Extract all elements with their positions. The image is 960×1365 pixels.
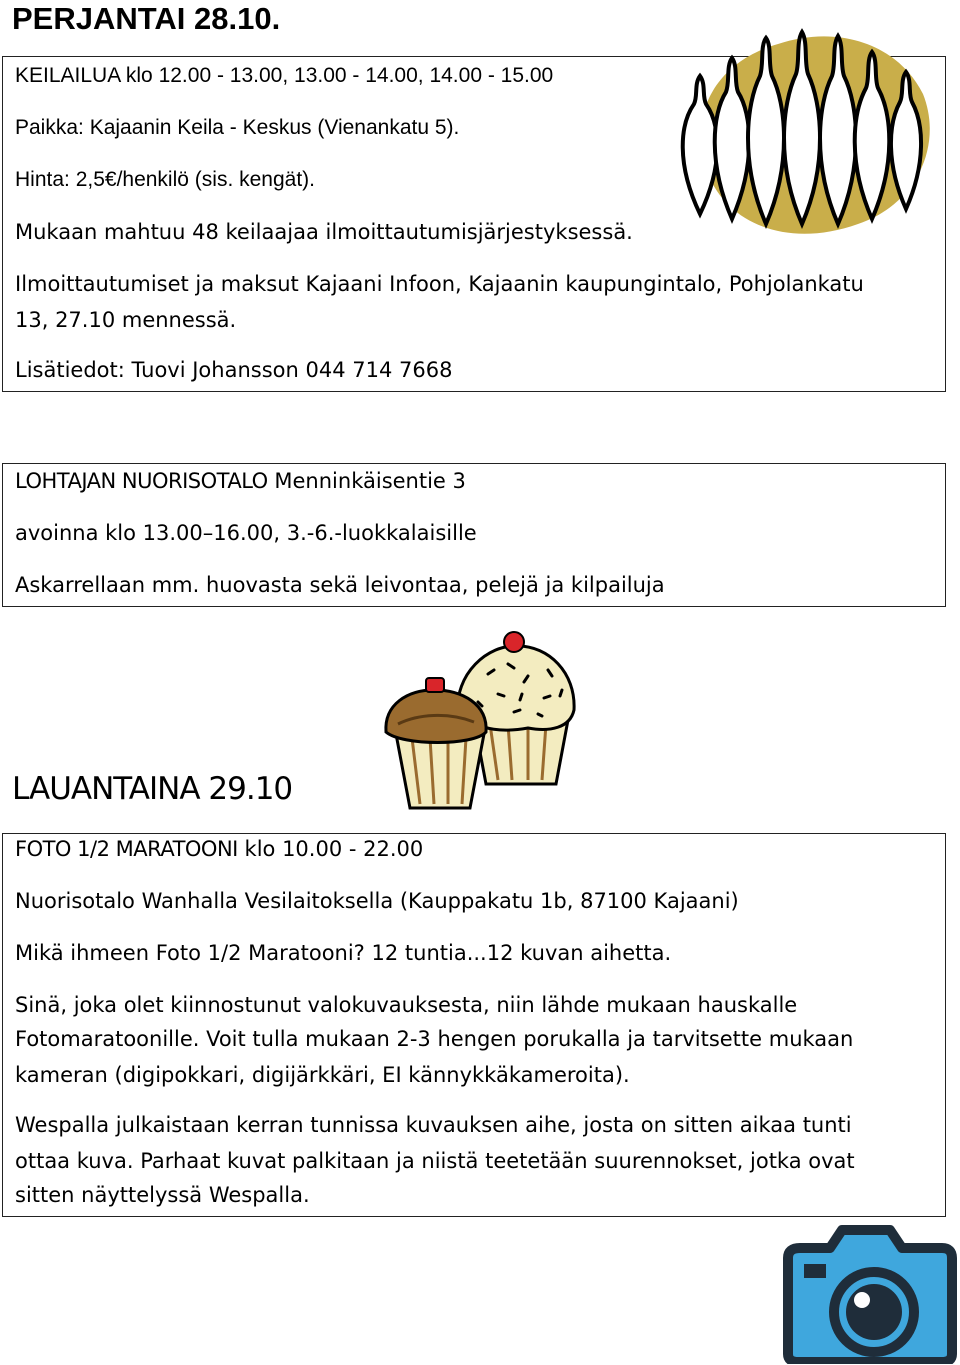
saturday-heading: LAUANTAINA 29.10 [12,771,293,807]
bowling-contact: Lisätiedot: Tuovi Johansson 044 714 7668 [15,358,453,382]
photo-marathon-rules-3: sitten näyttelyssä Wespalla. [15,1183,310,1207]
photo-marathon-desc-3: kameran (digipokkari, digijärkkäri, EI kännykkäkameroita). [15,1063,630,1087]
photo-marathon-time: klo 10.00 - 22.00 [237,837,424,861]
youth-center-activities: Askarrellaan mm. huovasta sekä leivontaa, pelejä ja kilpailuja [15,573,665,597]
youth-center-address: Menninkäisentie 3 [267,469,466,493]
photo-marathon-title-line [15,836,423,862]
photo-marathon-rules-1: Wespalla julkaistaan kerran tunnissa kuvauksen aihe, josta on sitten aikaa tunti [15,1113,852,1137]
cupcakes-icon [378,624,584,814]
bowling-times: KEILAILUA klo 12.00 - 13.00, 13.00 - 14.00, 14.00 - 15.00 [15,64,554,87]
bowling-pins-icon [668,14,938,244]
photo-marathon-question: Mikä ihmeen Foto 1/2 Maratooni? 12 tuntia...12 kuvan aihetta. [15,941,672,965]
bowling-deadline: 13, 27.10 mennessä. [15,308,237,332]
photo-marathon-rules-2: ottaa kuva. Parhaat kuvat palkitaan ja niistä teetetään suurennokset, jotka ovat [15,1149,855,1173]
photo-marathon-place: Nuorisotalo Wanhalla Vesilaitoksella (Kauppakatu 1b, 87100 Kajaani) [15,889,739,913]
bowling-price: Hinta: 2,5€/henkilö (sis. kengät). [15,168,315,191]
friday-heading: PERJANTAI 28.10. [12,1,281,36]
bowling-registration: Ilmoittautumiset ja maksut Kajaani Infoon, Kajaanin kaupungintalo, Pohjolankatu [15,272,864,296]
photo-marathon-desc-2: Fotomaratoonille. Voit tulla mukaan 2-3 hengen porukalla ja tarvitsette mukaan [15,1027,854,1051]
youth-center-hours: avoinna klo 13.00–16.00, 3.-6.-luokkalaisille [15,521,477,545]
photo-marathon-desc-1: Sinä, joka olet kiinnostunut valokuvauksesta, niin lähde mukaan hauskalle [15,993,798,1017]
photo-marathon-title: FOTO 1/2 MARATOONI [15,837,238,861]
youth-center-box [2,463,946,607]
bowling-capacity: Mukaan mahtuu 48 keilaajaa ilmoittautumisjärjestyksessä. [15,220,633,244]
youth-center-name: LOHTAJAN NUORISOTALO [15,469,268,493]
photo-marathon-box [2,833,946,1217]
youth-center-title-line [15,468,466,494]
bowling-place: Paikka: Kajaanin Keila - Keskus (Vienankatu 5). [15,116,460,139]
camera-icon [782,1218,958,1364]
